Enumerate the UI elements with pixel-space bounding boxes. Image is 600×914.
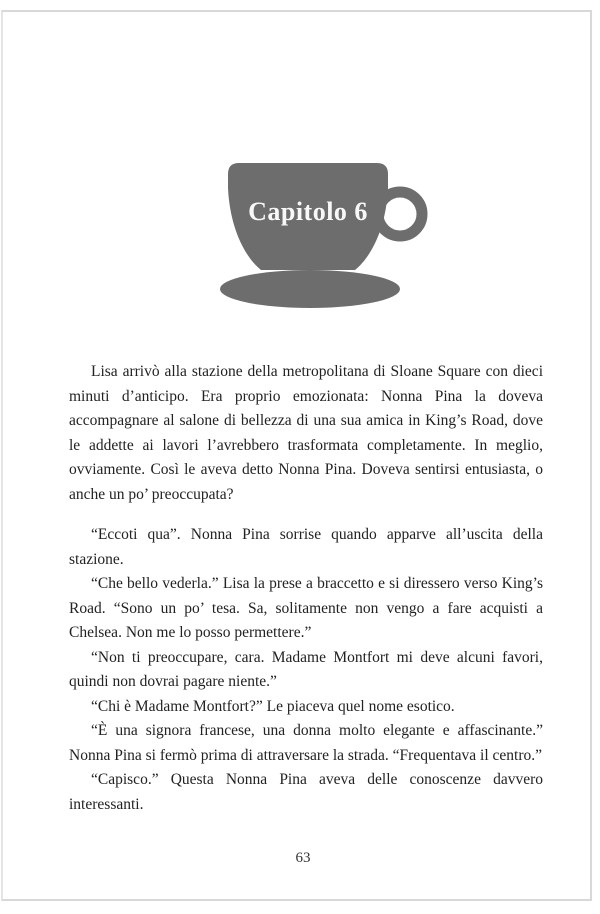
- paragraph: “Che bello vederla.” Lisa la prese a braccetto e si diressero verso King’s Road. “Sono un po’ tesa. Sa, solitamente non vengo a fare acquisti a Chelsea. Non me lo posso permettere.”: [69, 575, 543, 641]
- coffee-cup-icon: [218, 158, 438, 310]
- paragraph: Lisa arrivò alla stazione della metropolitana di Sloane Square con dieci minuti d’anticipo. Era proprio emozionata: Nonna Pina la doveva accompagnare al salone di bellezza di una sua amica in King’s Road, dove le addette ai lavori l’avrebbero trasformata completamente. In meglio, ovviamente. Così le aveva detto Nonna Pina. Doveva sentirsi entusiasta, o anche un po’ preoccupata?: [69, 363, 543, 503]
- paragraph: “Eccoti qua”. Nonna Pina sorrise quando apparve all’uscita della stazione.: [69, 526, 543, 568]
- paragraph: “È una signora francese, una donna molto elegante e affascinante.” Nonna Pina si fermò prima di attraversare la strada. “Frequentava il centro.”: [69, 722, 543, 764]
- paragraph: “Chi è Madame Montfort?” Le piaceva quel nome esotico.: [91, 697, 455, 715]
- body-text: [69, 360, 543, 817]
- chapter-heading: Capitolo 6: [248, 197, 368, 226]
- page-frame: [1, 10, 592, 901]
- page-number: 63: [295, 850, 311, 866]
- paragraph: “Capisco.” Questa Nonna Pina aveva delle conoscenze davvero interessanti.: [69, 771, 543, 813]
- saucer-shape: [220, 270, 400, 308]
- paragraph: “Non ti preoccupare, cara. Madame Montfort mi deve alcuni favori, quindi non dovrai pagare niente.”: [69, 648, 543, 690]
